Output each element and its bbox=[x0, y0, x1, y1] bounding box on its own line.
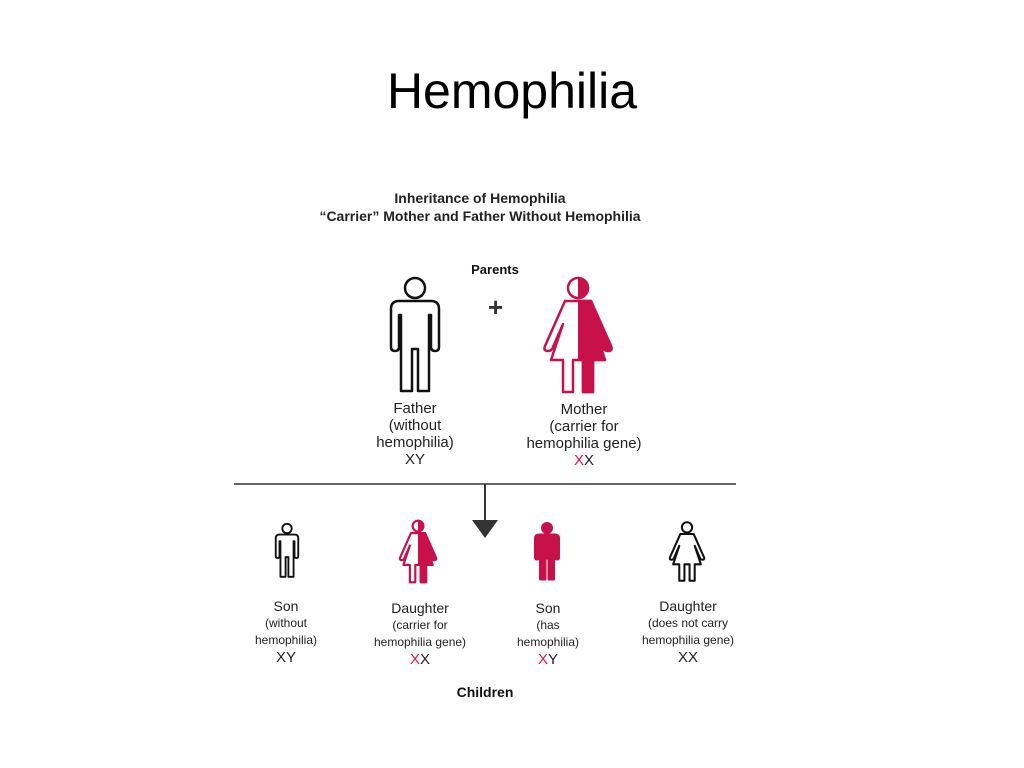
child-name: Daughter bbox=[659, 598, 717, 614]
diagram-heading-line2: “Carrier” Mother and Father Without Hemophilia bbox=[319, 208, 641, 224]
slide-title: Hemophilia bbox=[386, 63, 638, 119]
child-desc-line2: hemophilia) bbox=[516, 635, 580, 649]
child-name: Son bbox=[273, 598, 299, 614]
father-figure bbox=[383, 277, 447, 395]
child-genotype-affected-x: X bbox=[409, 651, 420, 668]
child-genotype-normal: XX bbox=[677, 649, 698, 666]
child-desc-line2: hemophilia) bbox=[254, 633, 318, 647]
mother-caption bbox=[498, 401, 670, 469]
diagram-heading-line1: Inheritance of Hemophilia bbox=[394, 190, 566, 206]
mother-desc-line1: (carrier for bbox=[549, 418, 619, 435]
mother-desc-line2: hemophilia gene) bbox=[526, 435, 642, 452]
child-desc-line2: hemophilia gene) bbox=[641, 633, 735, 647]
child-desc-line1: (has bbox=[536, 618, 560, 632]
child-genotype bbox=[620, 649, 756, 666]
child-caption-son-affected bbox=[498, 600, 598, 668]
child-desc-line1: (does not carry bbox=[647, 616, 729, 630]
child-desc-line1: (without bbox=[264, 616, 308, 630]
child-name: Son bbox=[535, 600, 561, 616]
children-label: Children bbox=[456, 684, 514, 700]
child-son-unaffected-figure bbox=[272, 517, 302, 585]
mother-figure bbox=[541, 276, 615, 396]
mother-name: Mother bbox=[560, 401, 608, 418]
father-genotype: XY bbox=[404, 451, 425, 468]
child-genotype-normal: X bbox=[420, 651, 431, 668]
mother-genotype bbox=[498, 452, 670, 469]
mother-genotype-affected-x: X bbox=[573, 452, 584, 469]
child-desc-line2: hemophilia gene) bbox=[373, 635, 467, 649]
child-genotype bbox=[498, 651, 598, 668]
father-caption bbox=[352, 400, 478, 468]
child-daughter-unaffected-figure bbox=[668, 518, 706, 586]
child-caption-daughter-unaffected bbox=[620, 598, 756, 666]
plus-sign: + bbox=[488, 292, 504, 322]
child-genotype-normal: Y bbox=[548, 651, 559, 668]
child-caption-son-unaffected bbox=[236, 598, 336, 666]
child-genotype bbox=[354, 651, 486, 668]
mother-genotype-normal: X bbox=[584, 452, 595, 469]
father-desc-line1: (without bbox=[388, 417, 442, 434]
child-son-affected-figure bbox=[531, 518, 563, 586]
child-genotype-affected-x: X bbox=[537, 651, 548, 668]
child-name: Daughter bbox=[391, 600, 449, 616]
child-daughter-carrier-figure bbox=[398, 518, 438, 586]
arrow-head bbox=[472, 520, 498, 538]
child-genotype bbox=[236, 649, 336, 666]
child-caption-daughter-carrier bbox=[354, 600, 486, 668]
child-desc-line1: (carrier for bbox=[392, 618, 448, 632]
father-desc-line2: hemophilia) bbox=[376, 434, 454, 451]
child-genotype-normal: XY bbox=[275, 649, 296, 666]
parents-label: Parents bbox=[471, 262, 519, 277]
father-name: Father bbox=[393, 400, 437, 417]
